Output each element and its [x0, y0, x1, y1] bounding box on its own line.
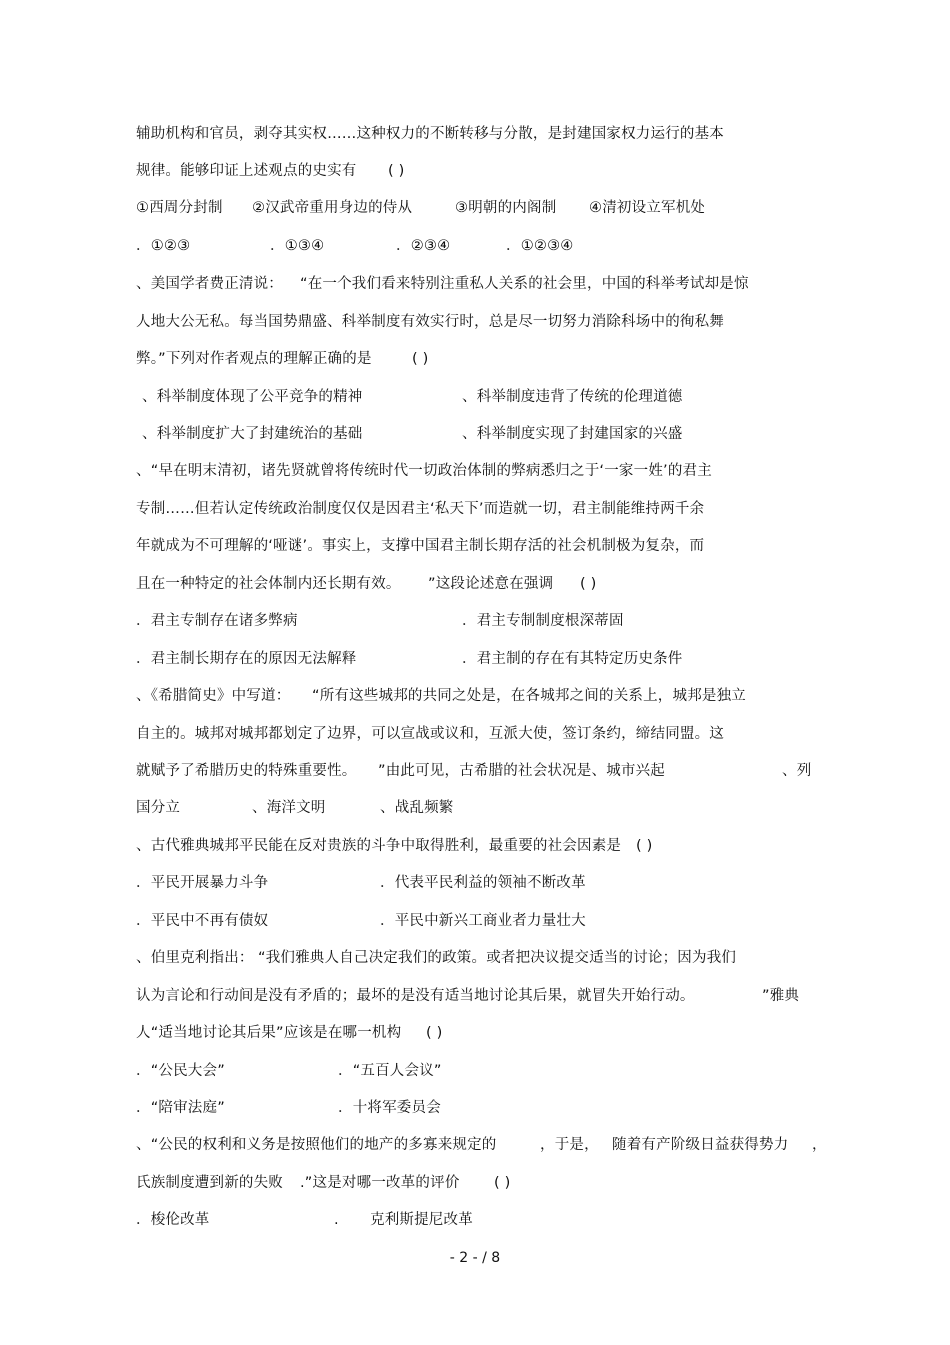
answer-choice: . — [334, 1212, 339, 1228]
text-line: 规律。能够印证上述观点的史实有 — [136, 163, 357, 179]
text-line: 年就成为不可理解的‘哑谜’。事实上，支撑中国君主制长期存活的社会机制极为复杂，而 — [136, 538, 705, 554]
text-line: 且在一种特定的社会体制内还长期有效。 — [136, 576, 401, 592]
answer-choice: ．①③④ — [270, 238, 325, 254]
answer-choice: ．君主专制存在诸多弊病 — [136, 613, 298, 629]
option-item: ①西周分封制 — [136, 200, 223, 216]
question-stem: 、古代雅典城邦平民能在反对贵族的斗争中取得胜利，最重要的社会因素是 — [136, 838, 622, 854]
text-line: .”这是对哪一改革的评价 — [300, 1175, 460, 1191]
answer-choice: 国分立 — [136, 800, 181, 816]
text-line: 人“适当地讨论其后果”应该是在哪一机构 — [136, 1025, 402, 1041]
answer-choice: ．“陪审法庭” — [136, 1100, 225, 1116]
answer-choice: ．②③④ — [396, 238, 451, 254]
answer-choice: ．“公民大会” — [136, 1063, 225, 1079]
text-line: 专制……但若认定传统政治制度仅仅是因君主‘私天下’而造就一切，君主制能维持两千余 — [136, 501, 705, 517]
answer-choice: 克利斯提尼改革 — [370, 1212, 473, 1228]
text-line: 认为言论和行动间是没有矛盾的；最坏的是没有适当地讨论其后果，就冒失开始行动。 — [136, 988, 695, 1004]
page-number: - 2 - / 8 — [449, 1250, 501, 1266]
answer-choice: ．十将军委员会 — [338, 1100, 441, 1116]
answer-choice: ．平民开展暴力斗争 — [136, 875, 269, 891]
answer-choice: 、科举制度扩大了封建统治的基础 — [142, 426, 363, 442]
answer-blank: ( ) — [388, 163, 405, 179]
answer-choice: ．平民中不再有债奴 — [136, 913, 269, 929]
text-line: ”这段论述意在强调 — [428, 576, 554, 592]
text-line: ”雅典 — [762, 988, 800, 1004]
question-stem: 、伯里克利指出： — [136, 950, 254, 966]
answer-choice: ．①②③④ — [506, 238, 574, 254]
option-item: ④清初设立军机处 — [589, 200, 706, 216]
answer-choice: ．①②③ — [136, 238, 191, 254]
question-stem: 、“公民的权利和义务是按照他们的地产的多寡来规定的 — [136, 1137, 497, 1153]
answer-choice: 、科举制度实现了封建国家的兴盛 — [462, 426, 683, 442]
question-stem: 、《希腊简史》中写道： — [136, 688, 291, 704]
question-stem: “在一个我们看来特别注重私人关系的社会里，中国的科举考试却是惊 — [300, 276, 749, 292]
answer-choice: ．平民中新兴工商业者力量壮大 — [380, 913, 586, 929]
question-stem: “我们雅典人自己决定我们的政策。或者把决议提交适当的讨论；因为我们 — [258, 950, 737, 966]
text-line: 氏族制度遭到新的失败 — [136, 1175, 283, 1191]
text-line: 弊。”下列对作者观点的理解正确的是 — [136, 351, 372, 367]
text-line: 就赋予了希腊历史的特殊重要性。 — [136, 763, 357, 779]
answer-choice: ．君主专制制度根深蒂固 — [462, 613, 624, 629]
option-item: ③明朝的内阁制 — [455, 200, 557, 216]
answer-choice: ．君主制的存在有其特定历史条件 — [462, 651, 683, 667]
question-stem: ， — [812, 1137, 827, 1153]
question-stem: 随着有产阶级日益获得势力 — [612, 1137, 789, 1153]
answer-choice: ．梭伦改革 — [136, 1212, 210, 1228]
text-line: 人地大公无私。每当国势鼎盛、科举制度有效实行时，总是尽一切努力消除科场中的徇私舞 — [136, 314, 724, 330]
question-stem: 、美国学者费正清说： — [136, 276, 283, 292]
answer-choice: ．“五百人会议” — [338, 1063, 442, 1079]
answer-blank: ( ) — [412, 351, 429, 367]
question-stem: “所有这些城邦的共同之处是，在各城邦之间的关系上，城邦是独立 — [312, 688, 747, 704]
answer-choice: 、科举制度违背了传统的伦理道德 — [462, 389, 683, 405]
text-line: 辅助机构和官员，剥夺其实权……这种权力的不断转移与分散，是封建国家权力运行的基本 — [136, 126, 724, 142]
answer-choice: ．代表平民利益的领袖不断改革 — [380, 875, 586, 891]
answer-choice: ．君主制长期存在的原因无法解释 — [136, 651, 357, 667]
option-item: ②汉武帝重用身边的侍从 — [252, 200, 413, 216]
answer-choice: 、列 — [782, 763, 812, 779]
text-line: 自主的。城邦对城邦都划定了边界，可以宣战或议和，互派大使，签订条约，缔结同盟。这 — [136, 726, 724, 742]
question-stem: 、“早在明末清初，诸先贤就曾将传统时代一切政治体制的弊病悉归之于‘一家一姓’的君主 — [136, 463, 712, 479]
answer-blank: ( ) — [494, 1175, 511, 1191]
answer-blank: ( ) — [580, 576, 597, 592]
answer-choice: 、战乱频繁 — [380, 800, 454, 816]
answer-choice: 、科举制度体现了公平竞争的精神 — [142, 389, 363, 405]
answer-blank: ( ) — [426, 1025, 443, 1041]
question-stem: ，于是， — [540, 1137, 599, 1153]
answer-choice: 、海洋文明 — [252, 800, 326, 816]
answer-blank: ( ) — [636, 838, 653, 854]
text-line: ”由此可见，古希腊的社会状况是、城市兴起 — [378, 763, 666, 779]
